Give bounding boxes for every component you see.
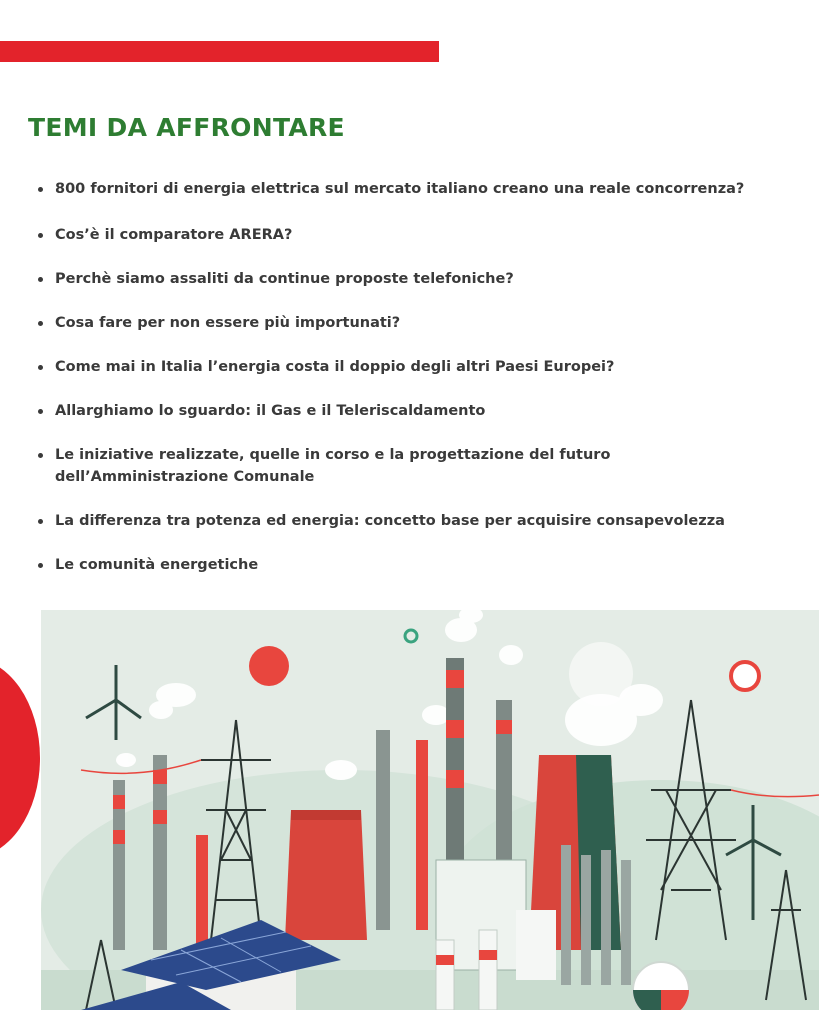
red-circle-decoration [0, 658, 40, 858]
topic-text: 800 fornitori di energia elettrica sul mercato italiano creano una reale concorrenza? [55, 181, 745, 197]
list-item [36, 510, 796, 532]
energy-industry-illustration [41, 610, 819, 1010]
list-item [36, 400, 796, 422]
topic-text: Allarghiamo lo sguardo: il Gas e il Teleriscaldamento [55, 403, 486, 419]
sun-icon [249, 646, 289, 686]
topic-text: Le iniziative realizzate, quelle in corso e la progettazione del futuro dell’Amministrazione Comunale [55, 447, 611, 485]
topic-text: La differenza tra potenza ed energia: concetto base per acquisire consapevolezza [55, 513, 725, 529]
topic-text: Le comunità energetiche [55, 557, 259, 573]
topics-list [36, 178, 796, 576]
list-item [36, 268, 796, 290]
topic-text: Perchè siamo assaliti da continue proposte telefoniche? [55, 271, 514, 287]
topic-text: Come mai in Italia l’energia costa il doppio degli altri Paesi Europei? [55, 359, 615, 375]
topic-text: Cosa fare per non essere più importunati? [55, 315, 401, 331]
list-item [36, 444, 655, 488]
topic-text: Cos’è il comparatore ARERA? [55, 227, 293, 243]
page-title: TEMI DA AFFRONTARE [28, 113, 345, 142]
list-item [36, 356, 796, 378]
list-item [36, 554, 796, 576]
list-item [36, 224, 796, 246]
list-item [36, 312, 796, 334]
list-item [36, 178, 796, 200]
top-accent-bar [0, 41, 439, 62]
